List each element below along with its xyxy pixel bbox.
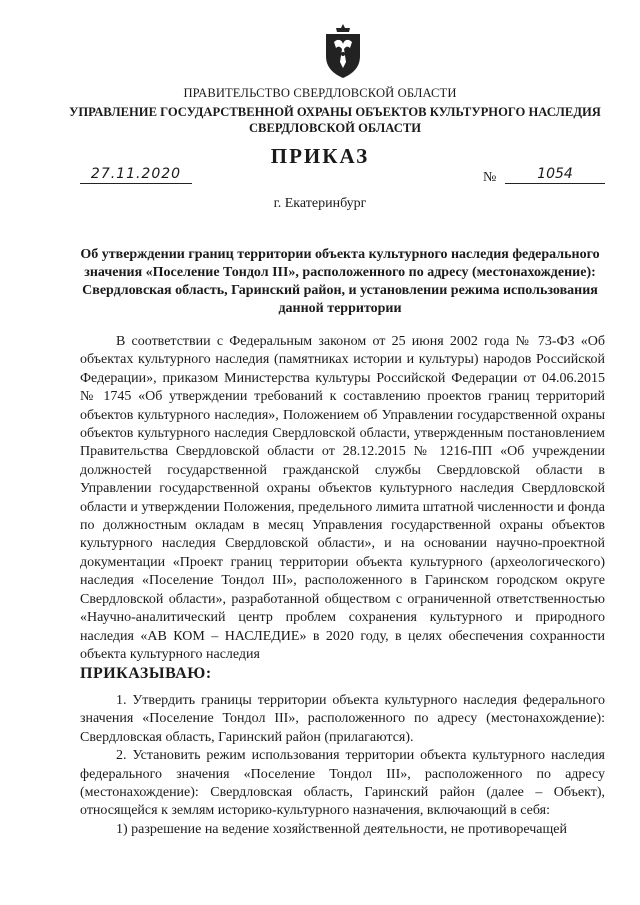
order-word: ПРИКАЗЫВАЮ: bbox=[80, 665, 212, 682]
document-type: ПРИКАЗ bbox=[270, 144, 370, 168]
preamble bbox=[80, 333, 605, 664]
coat-of-arms-icon bbox=[322, 22, 364, 80]
issue-city: г. Екатеринбург bbox=[273, 196, 367, 211]
government-name: ПРАВИТЕЛЬСТВО СВЕРДЛОВСКОЙ ОБЛАСТИ bbox=[183, 86, 457, 100]
department-name: УПРАВЛЕНИЕ ГОСУДАРСТВЕННОЙ ОХРАНЫ ОБЪЕКТОВ КУЛЬТУРНОГО НАСЛЕДИЯ СВЕРДЛОВСКОЙ ОБЛАСТИ bbox=[69, 105, 601, 135]
document-date: 27.11.2020 bbox=[80, 166, 192, 184]
number-label: № bbox=[483, 170, 497, 185]
order-item: 1. Утвердить границы территории объекта культурного наследия федерального значения «Поселение Тондол III», расположенного по адресу (местонахождение): Свердловская область, Гаринский район (прилагаются). bbox=[80, 693, 605, 745]
order-item: 2. Установить режим использования территории объекта культурного наследия федерального значения «Поселение Тондол III», расположенного по адресу (местонахождение): Свердловская область, Гаринский район (далее – Объект), относящейся к землям историко-культурного назначения, включающий в себя: bbox=[80, 748, 605, 819]
document-title: Об утверждении границ территории объекта культурного наследия федерального значения «Поселение Тондол III», расположенного по адресу (местонахождение): Свердловская область, Гаринский район, и установлении режима использования данной территории bbox=[80, 247, 600, 316]
order-item: 1) разрешение на ведение хозяйственной деятельности, не противоречащей bbox=[116, 821, 567, 837]
order-items bbox=[80, 692, 605, 839]
document-number: 1054 bbox=[505, 166, 605, 184]
preamble-text: В соответствии с Федеральным законом от 25 июня 2002 года № 73-ФЗ «Об объектах культурного наследия (памятниках истории и культуры) народов Российской Федерации», приказом Министерства культуры Российской Федерации от 04.06.2015 № 1745 «Об утверждении требований к составлению проектов границ территорий объектов культурного наследия», Положением об Управлении государственной охраны объектов культурного наследия Свердловской области, утвержденным постановлением Правительства Свердловской области от 28.12.2015 № 1216-ПП «Об учреждении должностей государственной гражданской службы Свердловской области в Управлении государственной охраны объектов культурного наследия Свердловской области и утверждении Положения, предельного лимита штатной численности и фонда по должностным окладам в месяц Управления государственной охраны объектов культурного наследия Свердловской области», и на основании научно-проектной документации «Проект границ территории объекта культурного (археологического) наследия «Поселение Тондол III», расположенного в Гаринском городском округе Свердловской области», разработанной обществом с ограниченной ответственностью «Научно-аналитический центр проблем сохранения культурного и природного наследия «АВ КОМ – НАСЛЕДИЕ» в 2020 году, в целях обеспечения сохранности объекта культурного наследия bbox=[80, 334, 605, 662]
